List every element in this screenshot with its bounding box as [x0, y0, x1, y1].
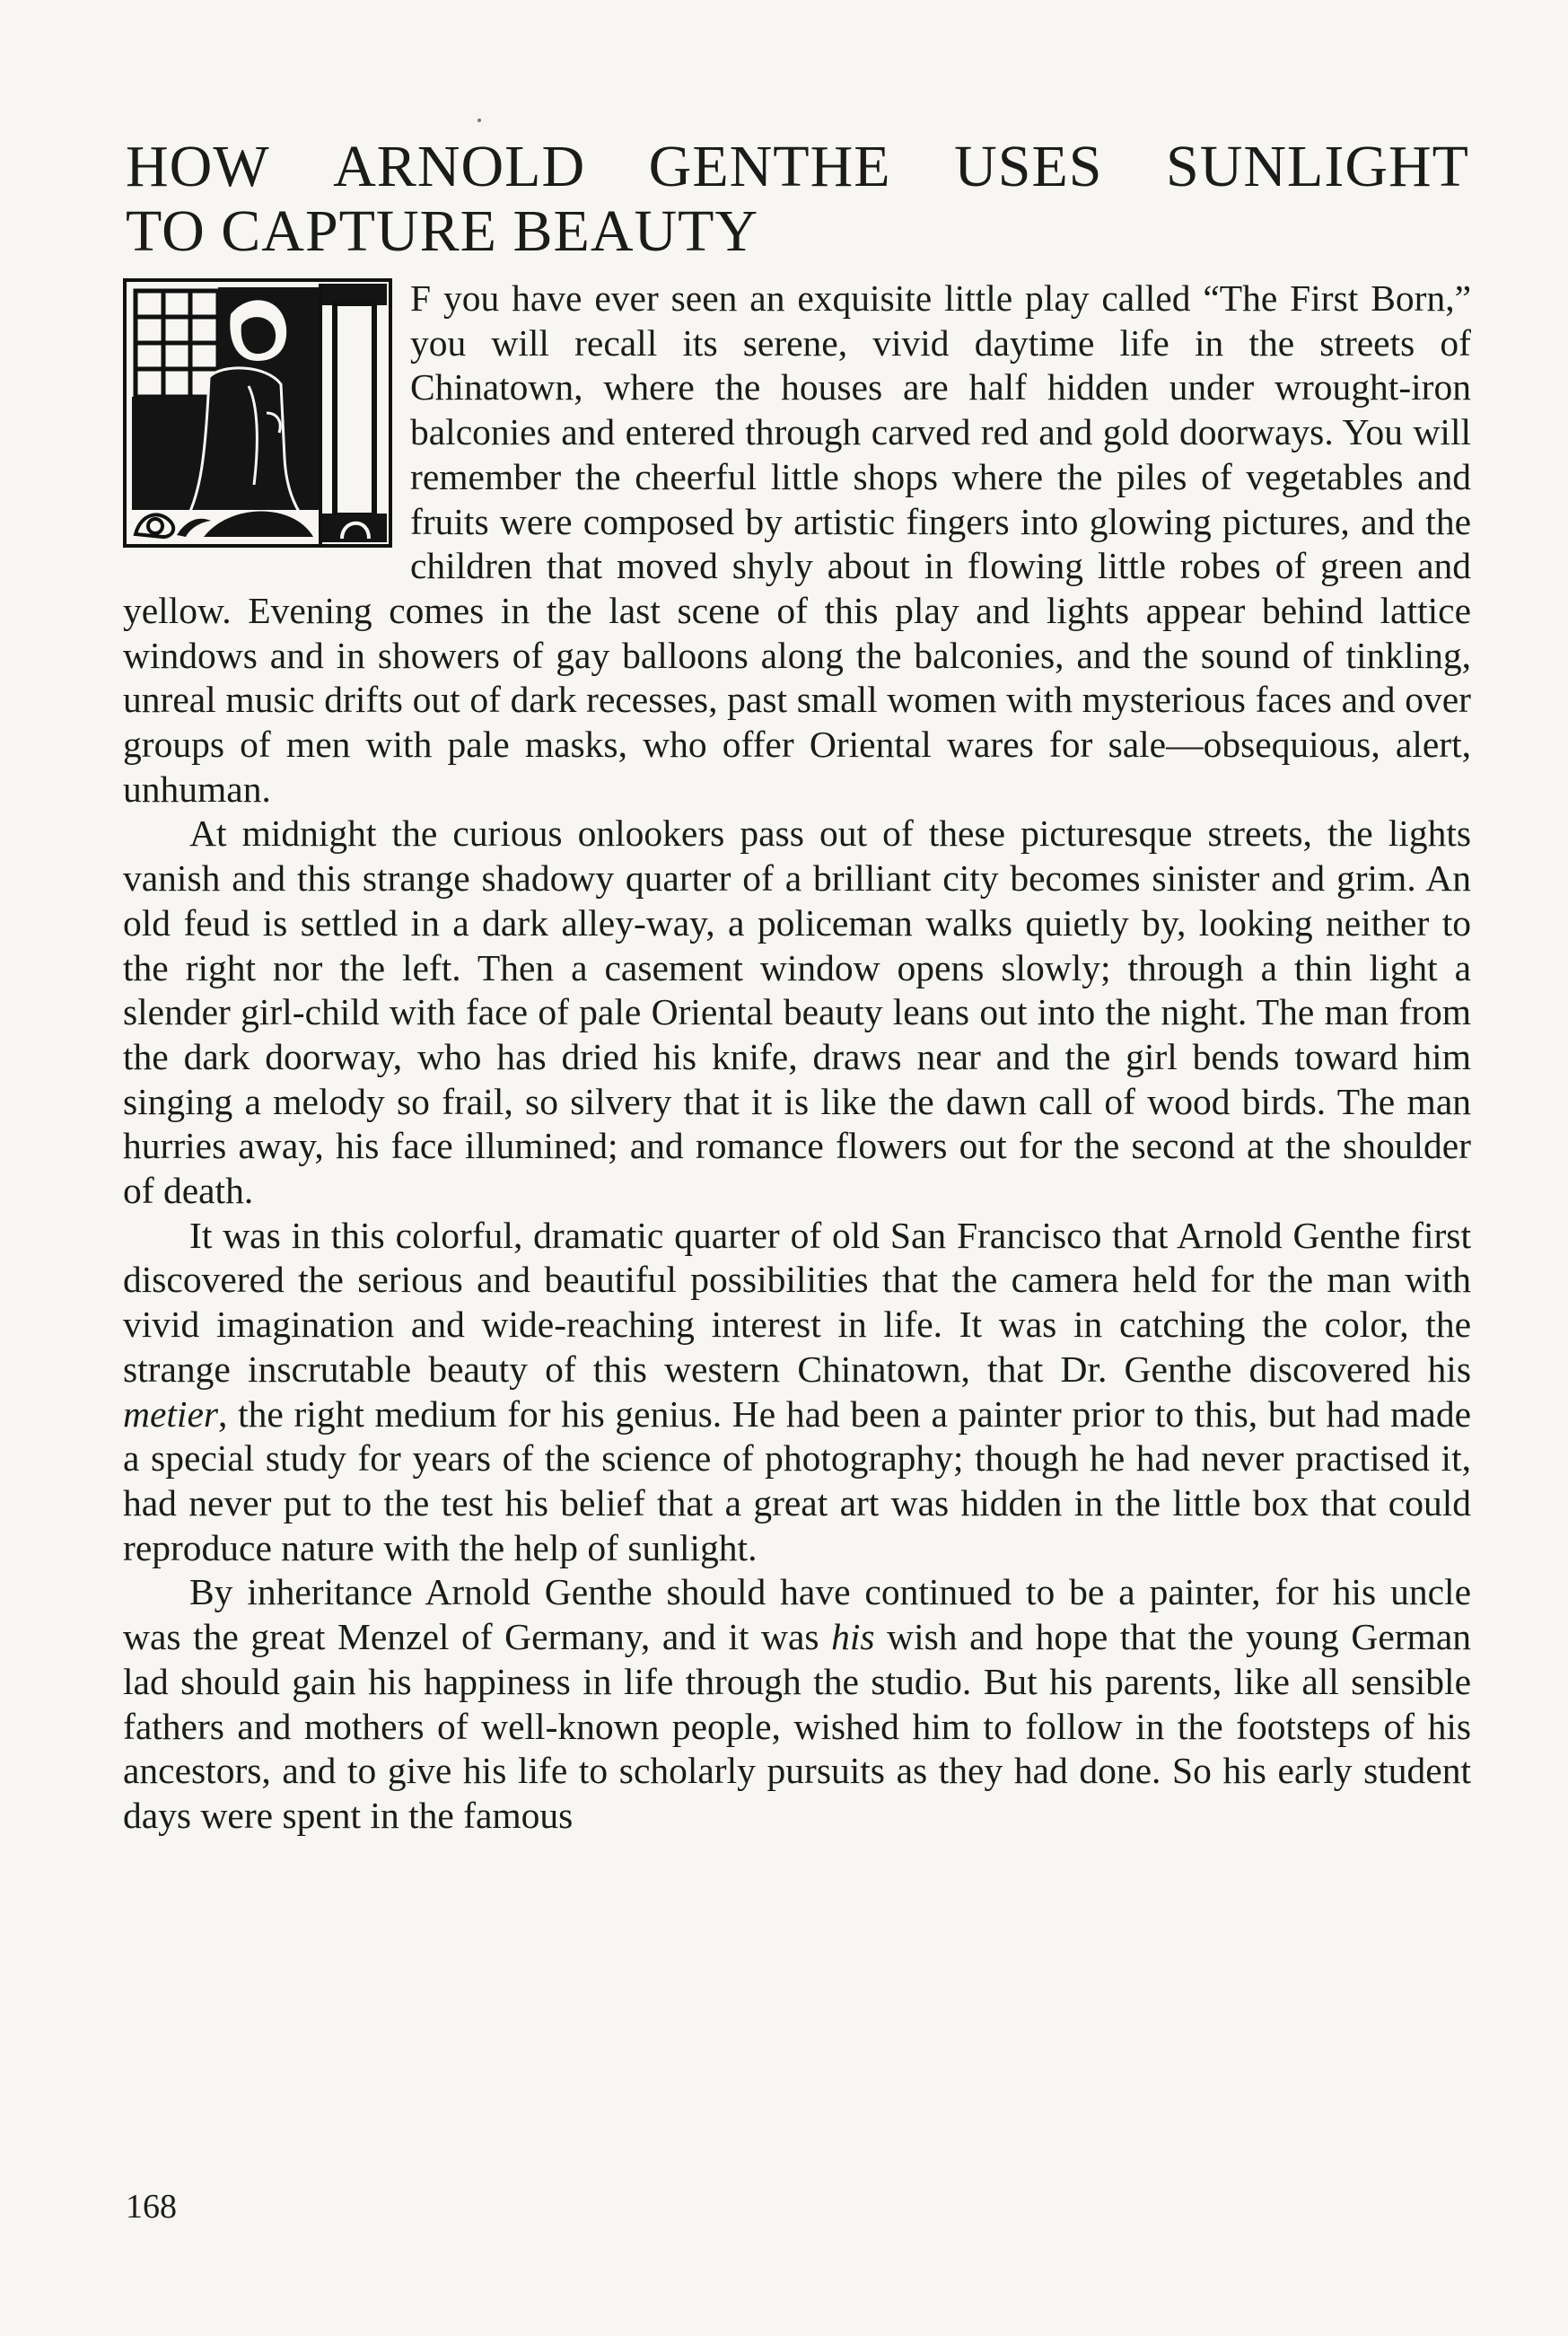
italic-word: metier	[123, 1392, 219, 1435]
title-word: HOW	[126, 134, 270, 199]
page-number: 168	[126, 2188, 177, 2226]
paragraph-3	[123, 1214, 1471, 1571]
paragraph-text: wish and hope that the young German lad should gain his happiness in life through the studio. But his parents, like all sensible fathers and mothers of well-known people, wished him to follow in the footsteps of his ancestors, and to give his life to scholarly pursuits as they had done. So his early student days were spent in the famous	[123, 1616, 1472, 1836]
paragraph-text: At midnight the curious onlookers pass out of these picturesque streets, the lights vanish and this strange shadowy quarter of a brilliant city becomes sinister and grim. An old feud is settled in a dark alley-way, a policeman walks quietly by, looking neither to the right nor the left. Then a casement window opens slowly; through a thin light a slender girl-child with face of pale Oriental beauty leans out into the night. The man from the dark doorway, who has dried his knife, draws near and the girl bends toward him singing a melody so frail, so silvery that it is like the dawn call of wood birds. The man hurries away, his face illumined; and romance flowers out for the second at the shoulder of death.	[123, 812, 1471, 1212]
article-body	[123, 277, 1471, 1839]
italic-word: his	[831, 1616, 875, 1658]
paragraph-text: , the right medium for his genius. He had been a painter prior to this, but had made a special study for years of the science of photography; though he had never practised it, had never put to the test his belief that a great art was hidden in the little box that could reproduce nature with the help of sunlight.	[123, 1392, 1471, 1568]
print-speck	[477, 119, 481, 122]
paragraph-text: By inheritance Arnold Genthe should have continued to be a painter, for his uncle was the great Menzel of Germany, and it was	[123, 1571, 1471, 1658]
paragraph-2	[123, 812, 1471, 1213]
paragraph-text: F you have ever seen an exquisite little play called “The First Born,” you will recall its serene, vivid daytime life in the streets of Chinatown, where the houses are half hidden under wrought-iron balconies and entered through carved red and gold doorways. You will remember the cheerful little shops where the piles of vegetables and fruits were composed by artistic fingers into glowing pictures, and the children that moved shyly about in flowing little robes of green and yellow. Evening comes in the last scene of this play and lights appear behind lattice windows and in showers of gay balloons along the balconies, and the sound of tinkling, unreal music drifts out of dark recesses, past small women with mysterious faces and over groups of men with pale masks, who offer Oriental wares for sale—obsequious, alert, unhuman.	[123, 277, 1471, 810]
paragraph-text: It was in this colorful, dramatic quarter of old San Francisco that Arnold Genthe first discovered the serious and beautiful possibilities that the camera held for the man with vivid imagination and wide-reaching interest in life. It was in catching the color, the strange inscrutable beauty of this western Chinatown, that Dr. Genthe discovered his	[123, 1214, 1471, 1390]
title-word: USES	[954, 134, 1103, 199]
paragraph-1	[123, 277, 1471, 812]
article-title	[126, 135, 1472, 264]
title-line-2: TO CAPTURE BEAUTY	[126, 198, 759, 264]
paragraph-4	[123, 1570, 1471, 1838]
woodcut-figure-initial-icon	[123, 278, 392, 548]
title-word: ARNOLD	[333, 134, 586, 199]
title-word: SUNLIGHT	[1166, 134, 1469, 199]
title-word: GENTHE	[648, 134, 891, 199]
title-line-1	[126, 135, 1469, 199]
